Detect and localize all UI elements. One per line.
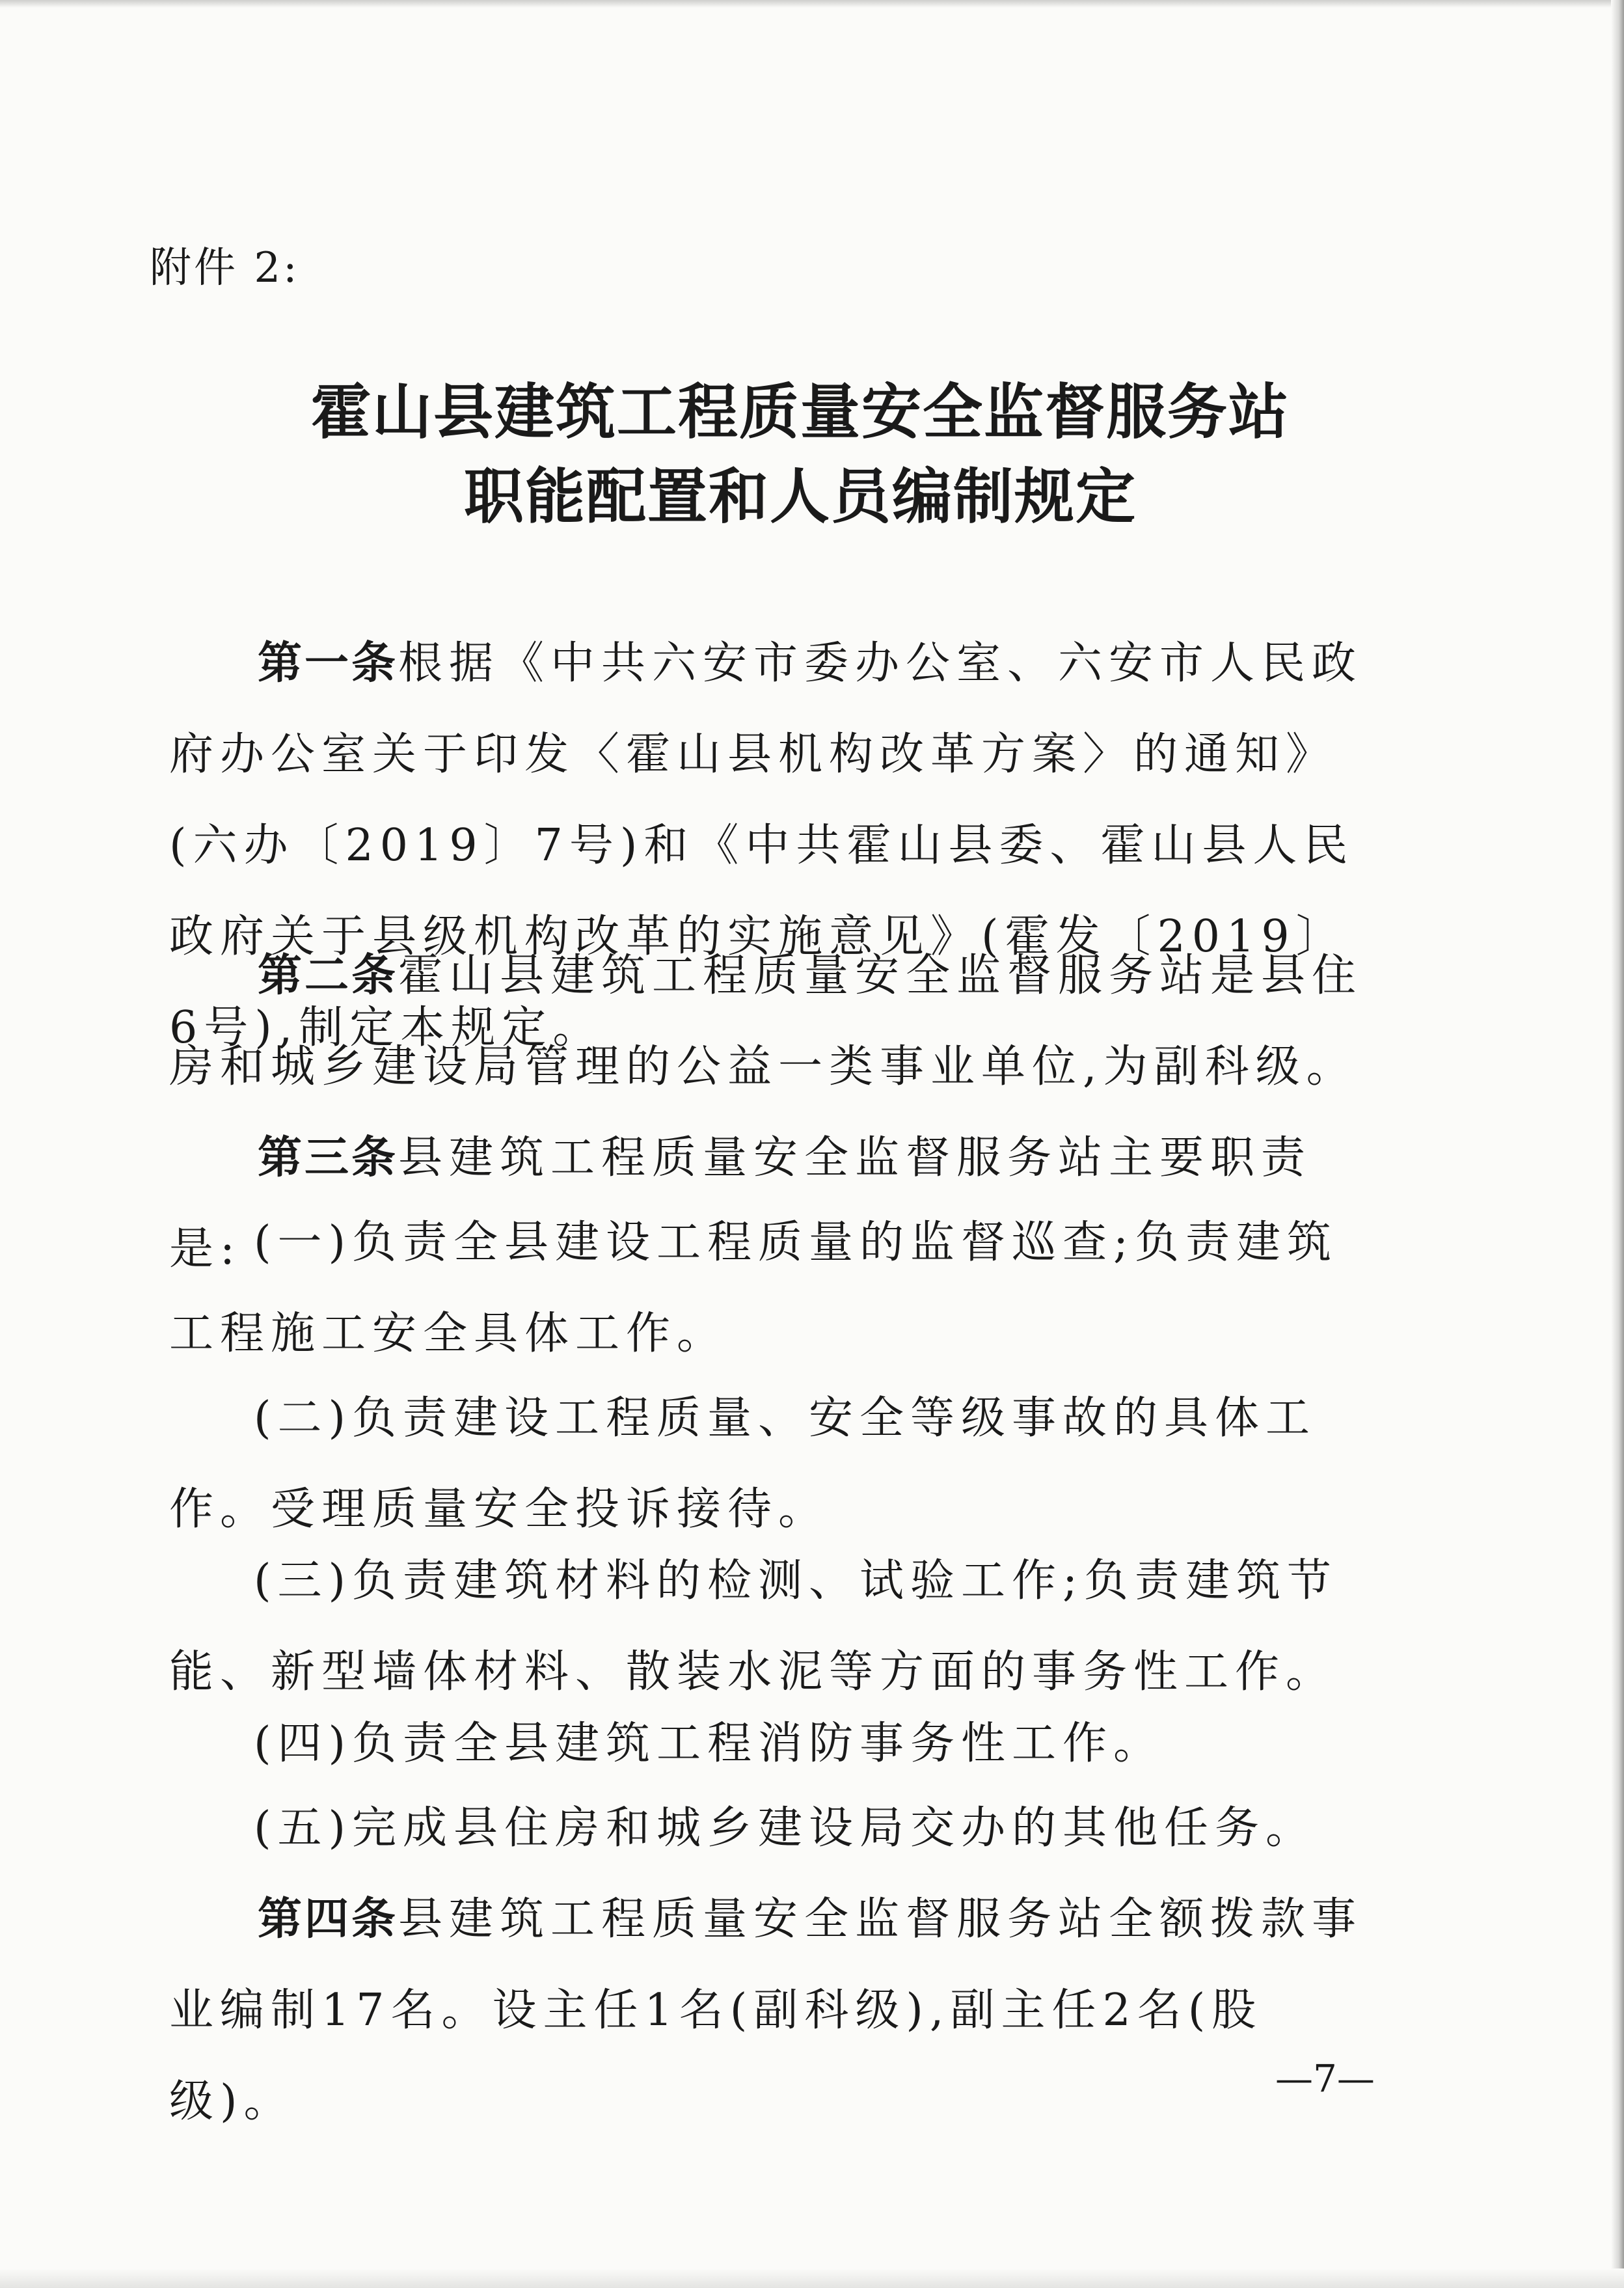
article-2 xyxy=(169,931,1379,1113)
document-title-line-1: 霍山县建筑工程质量安全监督服务站 xyxy=(310,377,1290,447)
article-4-text: 县建筑工程质量安全监督服务站全额拨款事业编制17名。设主任1名(副科级),副主任2名(股级)。 xyxy=(169,1894,1363,2127)
article-3-lead: 第三条 xyxy=(258,1132,399,1184)
duty-4: (四)负责全县建筑工程消防事务性工作。 xyxy=(254,1718,1165,1769)
article-4 xyxy=(169,1874,1379,2147)
scan-right-edge xyxy=(1611,0,1624,2288)
duty-1: (一)负责全县建设工程质量的监督巡查;负责建筑工程施工安全具体工作。 xyxy=(169,1217,1338,1359)
article-1-text: 根据《中共六安市委办公室、六安市人民政府办公室关于印发〈霍山县机构改革方案〉的通知》(六办〔2019〕7号)和《中共霍山县委、霍山县人民政府关于县级机构改革的实施意见》(霍发〔2019〕6号),制定本规定。 xyxy=(169,638,1363,1054)
article-1-lead: 第一条 xyxy=(258,638,399,689)
duty-5: (五)完成县住房和城乡建设局交办的其他任务。 xyxy=(254,1803,1317,1854)
article-2-lead: 第二条 xyxy=(258,950,399,1001)
duty-2: (二)负责建设工程质量、安全等级事故的具体工作。受理质量安全投诉接待。 xyxy=(169,1393,1317,1535)
scan-top-edge xyxy=(0,0,1624,8)
page-number: —7— xyxy=(1275,2056,1375,2101)
article-4-lead: 第四条 xyxy=(258,1894,399,1945)
article-2-text: 霍山县建筑工程质量安全监督服务站是县住房和城乡建设局管理的公益一类事业单位,为副科级。 xyxy=(169,950,1363,1093)
scan-bottom-edge xyxy=(0,2268,1624,2288)
attachment-label: 附件 2: xyxy=(150,244,300,292)
document-title-line-2: 职能配置和人员编制规定 xyxy=(463,462,1137,532)
duty-3: (三)负责建筑材料的检测、试验工作;负责建筑节能、新型墙体材料、散装水泥等方面的事务性工作。 xyxy=(169,1555,1338,1698)
article-3-text: 县建筑工程质量安全监督服务站主要职责是: xyxy=(169,1132,1312,1275)
